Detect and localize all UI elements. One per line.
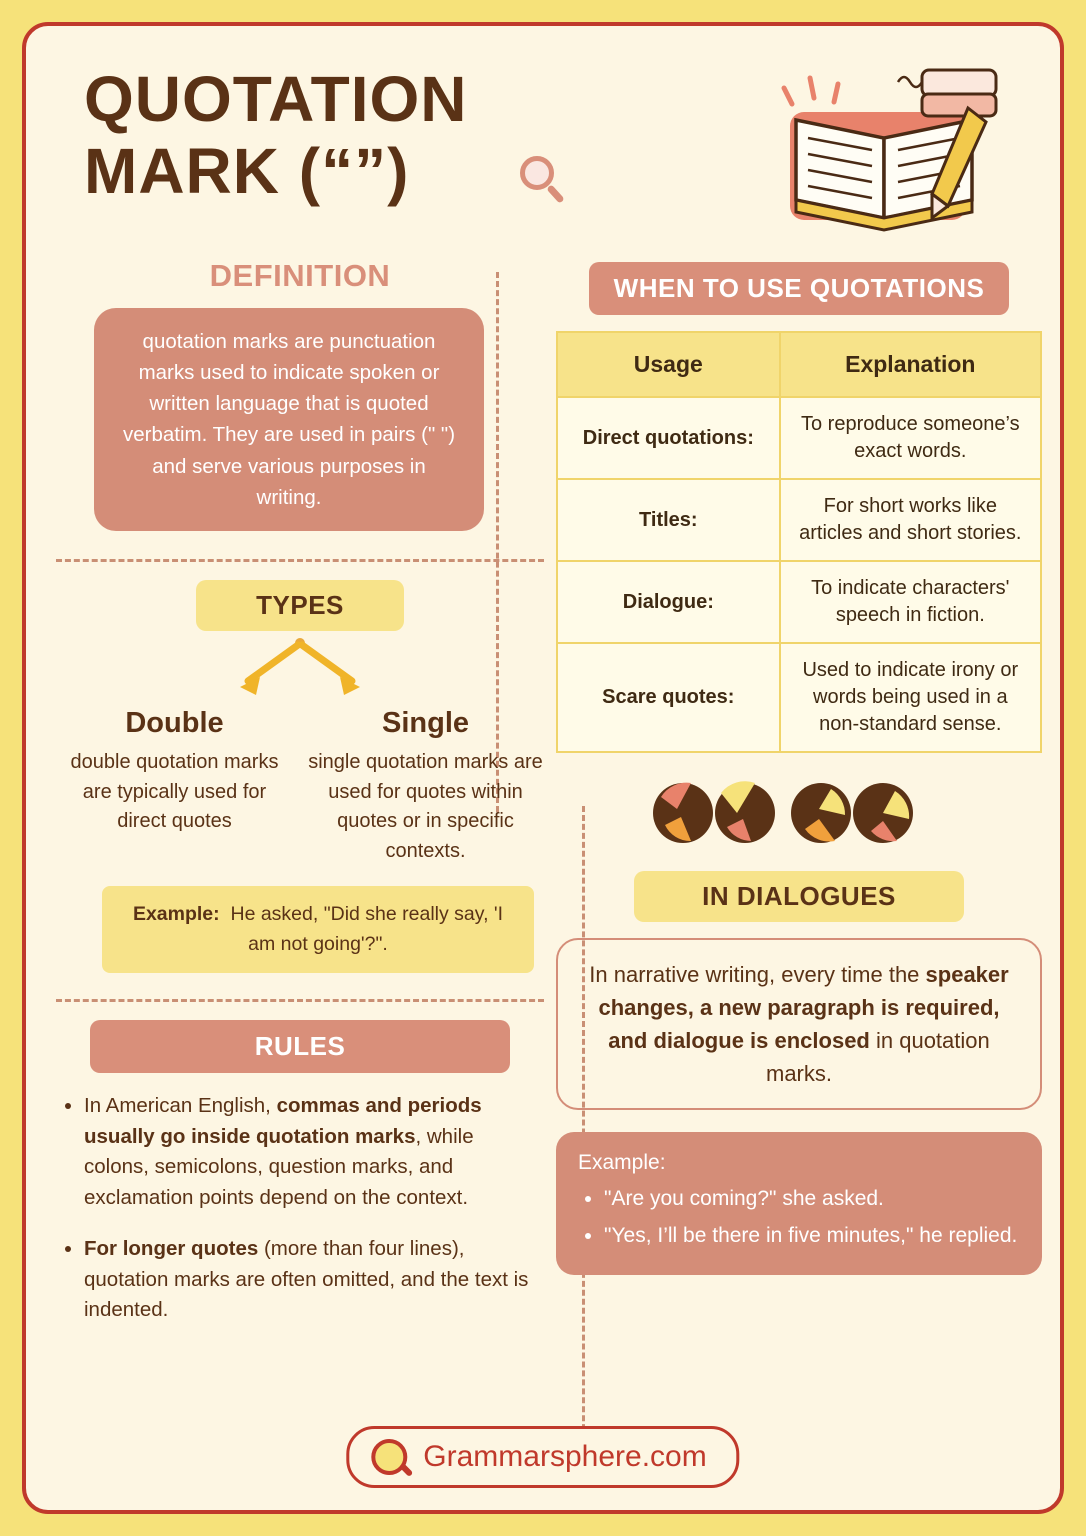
types-arrows-icon <box>56 635 544 705</box>
divider-types-rules <box>56 999 544 1002</box>
dialogues-bold: speaker changes, a new paragraph is required, and dialogue is enclosed <box>598 962 1009 1053</box>
table-cell-usage: Direct quotations: <box>557 397 780 479</box>
rules-item-bold: commas and periods usually go inside quotation marks <box>84 1093 482 1148</box>
divider-definition-types <box>56 559 544 562</box>
table-row <box>557 643 1041 752</box>
table-header-row <box>557 332 1041 397</box>
left-column <box>56 258 544 1346</box>
usage-table-wrapper <box>556 331 1042 753</box>
page-title <box>84 64 467 207</box>
footer-site-label: Grammarsphere.com <box>423 1440 707 1473</box>
dialogues-tail: in quotation marks. <box>766 1028 990 1086</box>
table-cell-explanation: To indicate characters' speech in fiction. <box>780 561 1041 643</box>
usage-table <box>556 331 1042 753</box>
list-item: • "Are you coming?" she asked. <box>604 1184 1020 1214</box>
rules-item-tail: , while colons, semicolons, question marks, and exclamation points depend on the context. <box>84 1124 474 1210</box>
table-cell-explanation: Used to indicate irony or words being used in a non-standard sense. <box>780 643 1041 752</box>
rules-heading: RULES <box>90 1020 510 1073</box>
footer-brand[interactable] <box>346 1426 739 1488</box>
poster-header <box>26 26 1060 248</box>
types-section <box>56 580 544 973</box>
table-cell-explanation: For short works like articles and short stories. <box>780 479 1041 561</box>
rules-item-lead: In American English, <box>84 1093 277 1117</box>
when-to-use-heading: WHEN TO USE QUOTATIONS <box>589 262 1009 315</box>
poster-card <box>22 22 1064 1514</box>
table-row <box>557 561 1041 643</box>
types-heading: TYPES <box>196 580 404 631</box>
dialogues-example <box>556 1132 1042 1275</box>
in-dialogues-text <box>556 938 1042 1110</box>
rules-item-bold: For longer quotes <box>84 1236 259 1260</box>
quotation-marks-icon <box>556 779 1042 845</box>
dialogues-example-list <box>578 1184 1020 1251</box>
rules-item <box>84 1234 544 1326</box>
open-book-icon <box>772 60 1002 240</box>
right-column <box>556 262 1042 1275</box>
table-row <box>557 397 1041 479</box>
table-cell-usage: Dialogue: <box>557 561 780 643</box>
definition-heading: DEFINITION <box>209 258 391 293</box>
in-dialogues-heading: IN DIALOGUES <box>634 871 964 922</box>
rules-item <box>84 1091 544 1214</box>
title-line-2: MARK (“”) <box>84 134 410 207</box>
table-cell-explanation: To reproduce someone’s exact words. <box>780 397 1041 479</box>
table-cell-usage: Titles: <box>557 479 780 561</box>
rules-item-tail: (more than four lines), quotation marks are often omitted, and the text is indented. <box>84 1236 529 1322</box>
definition-text: quotation marks are punctuation marks used to indicate spoken or written language that is quoted verbatim. They are used in pairs (" ") and serve various purposes in writing. <box>94 308 484 531</box>
dialogues-lead: In narrative writing, every time the <box>589 962 926 987</box>
types-column-double <box>56 707 293 866</box>
rules-list <box>56 1091 544 1326</box>
title-line-1: QUOTATION <box>84 63 468 135</box>
types-example-label: Example: <box>132 903 220 926</box>
types-example-text: He asked, "Did she really say, 'I am not going'?". <box>230 903 504 955</box>
types-double-text: double quotation marks are typically used for direct quotes <box>70 750 279 833</box>
table-col-explanation: Explanation <box>780 332 1041 397</box>
types-double-title: Double <box>125 706 224 739</box>
table-row <box>557 479 1041 561</box>
types-single-title: Single <box>381 706 469 739</box>
rules-section <box>56 1020 544 1326</box>
types-column-single <box>307 707 544 866</box>
types-single-text: single quotation marks are used for quotes within quotes or in specific contexts. <box>308 750 543 862</box>
table-cell-usage: Scare quotes: <box>557 643 780 752</box>
magnifier-icon <box>371 1439 407 1475</box>
types-columns <box>56 707 544 866</box>
dialogues-example-label: Example: <box>578 1151 666 1174</box>
table-col-usage: Usage <box>557 332 780 397</box>
list-item: • "Yes, I’ll be there in five minutes," he replied. <box>604 1221 1020 1251</box>
types-example <box>102 886 534 973</box>
magnifier-icon <box>518 154 572 208</box>
